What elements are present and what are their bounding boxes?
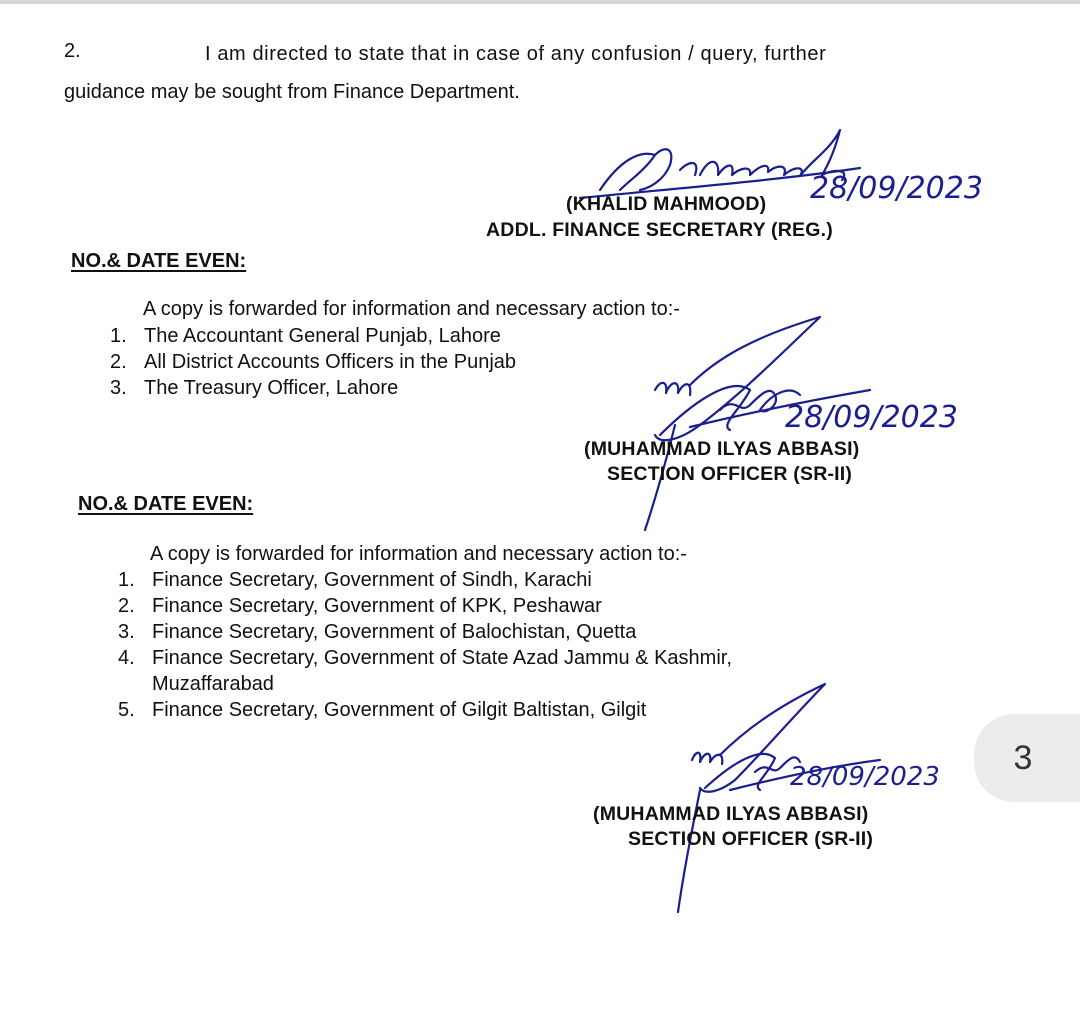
list-item: 5. Finance Secretary, Government of Gilgit Baltistan, Gilgit: [118, 699, 647, 721]
list-item: 4. Finance Secretary, Government of State Azad Jammu & Kashmir,: [118, 647, 732, 669]
signatory-title: SECTION OFFICER (SR-II): [628, 828, 874, 850]
paragraph-line-1: I am directed to state that in case of any confusion / query, further: [205, 43, 827, 65]
recipient-list: [110, 323, 516, 401]
list-item: Muzaffarabad: [152, 673, 274, 695]
signatory-title: SECTION OFFICER (SR-II): [607, 463, 853, 485]
signature-date: 28/09/2023: [785, 400, 958, 435]
list-item: 2. Finance Secretary, Government of KPK, Peshawar: [118, 595, 602, 617]
signatory-name: (MUHAMMAD ILYAS ABBASI): [584, 438, 860, 460]
page-number-label: 3: [1013, 738, 1033, 777]
signature-date: 28/09/2023: [790, 762, 940, 792]
list-item: 1. Finance Secretary, Government of Sindh, Karachi: [118, 569, 592, 591]
signature-icon: [600, 315, 1000, 545]
signatory-name: (KHALID MAHMOOD): [566, 193, 767, 215]
copy-forward-intro: A copy is forwarded for information and necessary action to:-: [150, 543, 687, 565]
page-number-badge[interactable]: [974, 714, 1080, 802]
signatory-title: ADDL. FINANCE SECRETARY (REG.): [486, 219, 833, 241]
list-item: 3. The Treasury Officer, Lahore: [110, 377, 399, 399]
list-item: 2. All District Accounts Officers in the Punjab: [110, 351, 517, 373]
section-heading: NO.& DATE EVEN:: [78, 493, 254, 515]
paragraph-line-2: guidance may be sought from Finance Department.: [64, 81, 520, 103]
copy-forward-intro: A copy is forwarded for information and necessary action to:-: [143, 298, 680, 320]
signature-icon: [640, 680, 980, 920]
section-heading: NO.& DATE EVEN:: [71, 250, 247, 272]
paragraph-number: 2.: [64, 40, 81, 62]
signature-date: 28/09/2023: [810, 171, 983, 206]
page-top-edge: [0, 0, 1080, 4]
list-item: 3. Finance Secretary, Government of Balochistan, Quetta: [118, 621, 637, 643]
list-item: 1. The Accountant General Punjab, Lahore: [110, 325, 501, 347]
signatory-name: (MUHAMMAD ILYAS ABBASI): [593, 803, 869, 825]
